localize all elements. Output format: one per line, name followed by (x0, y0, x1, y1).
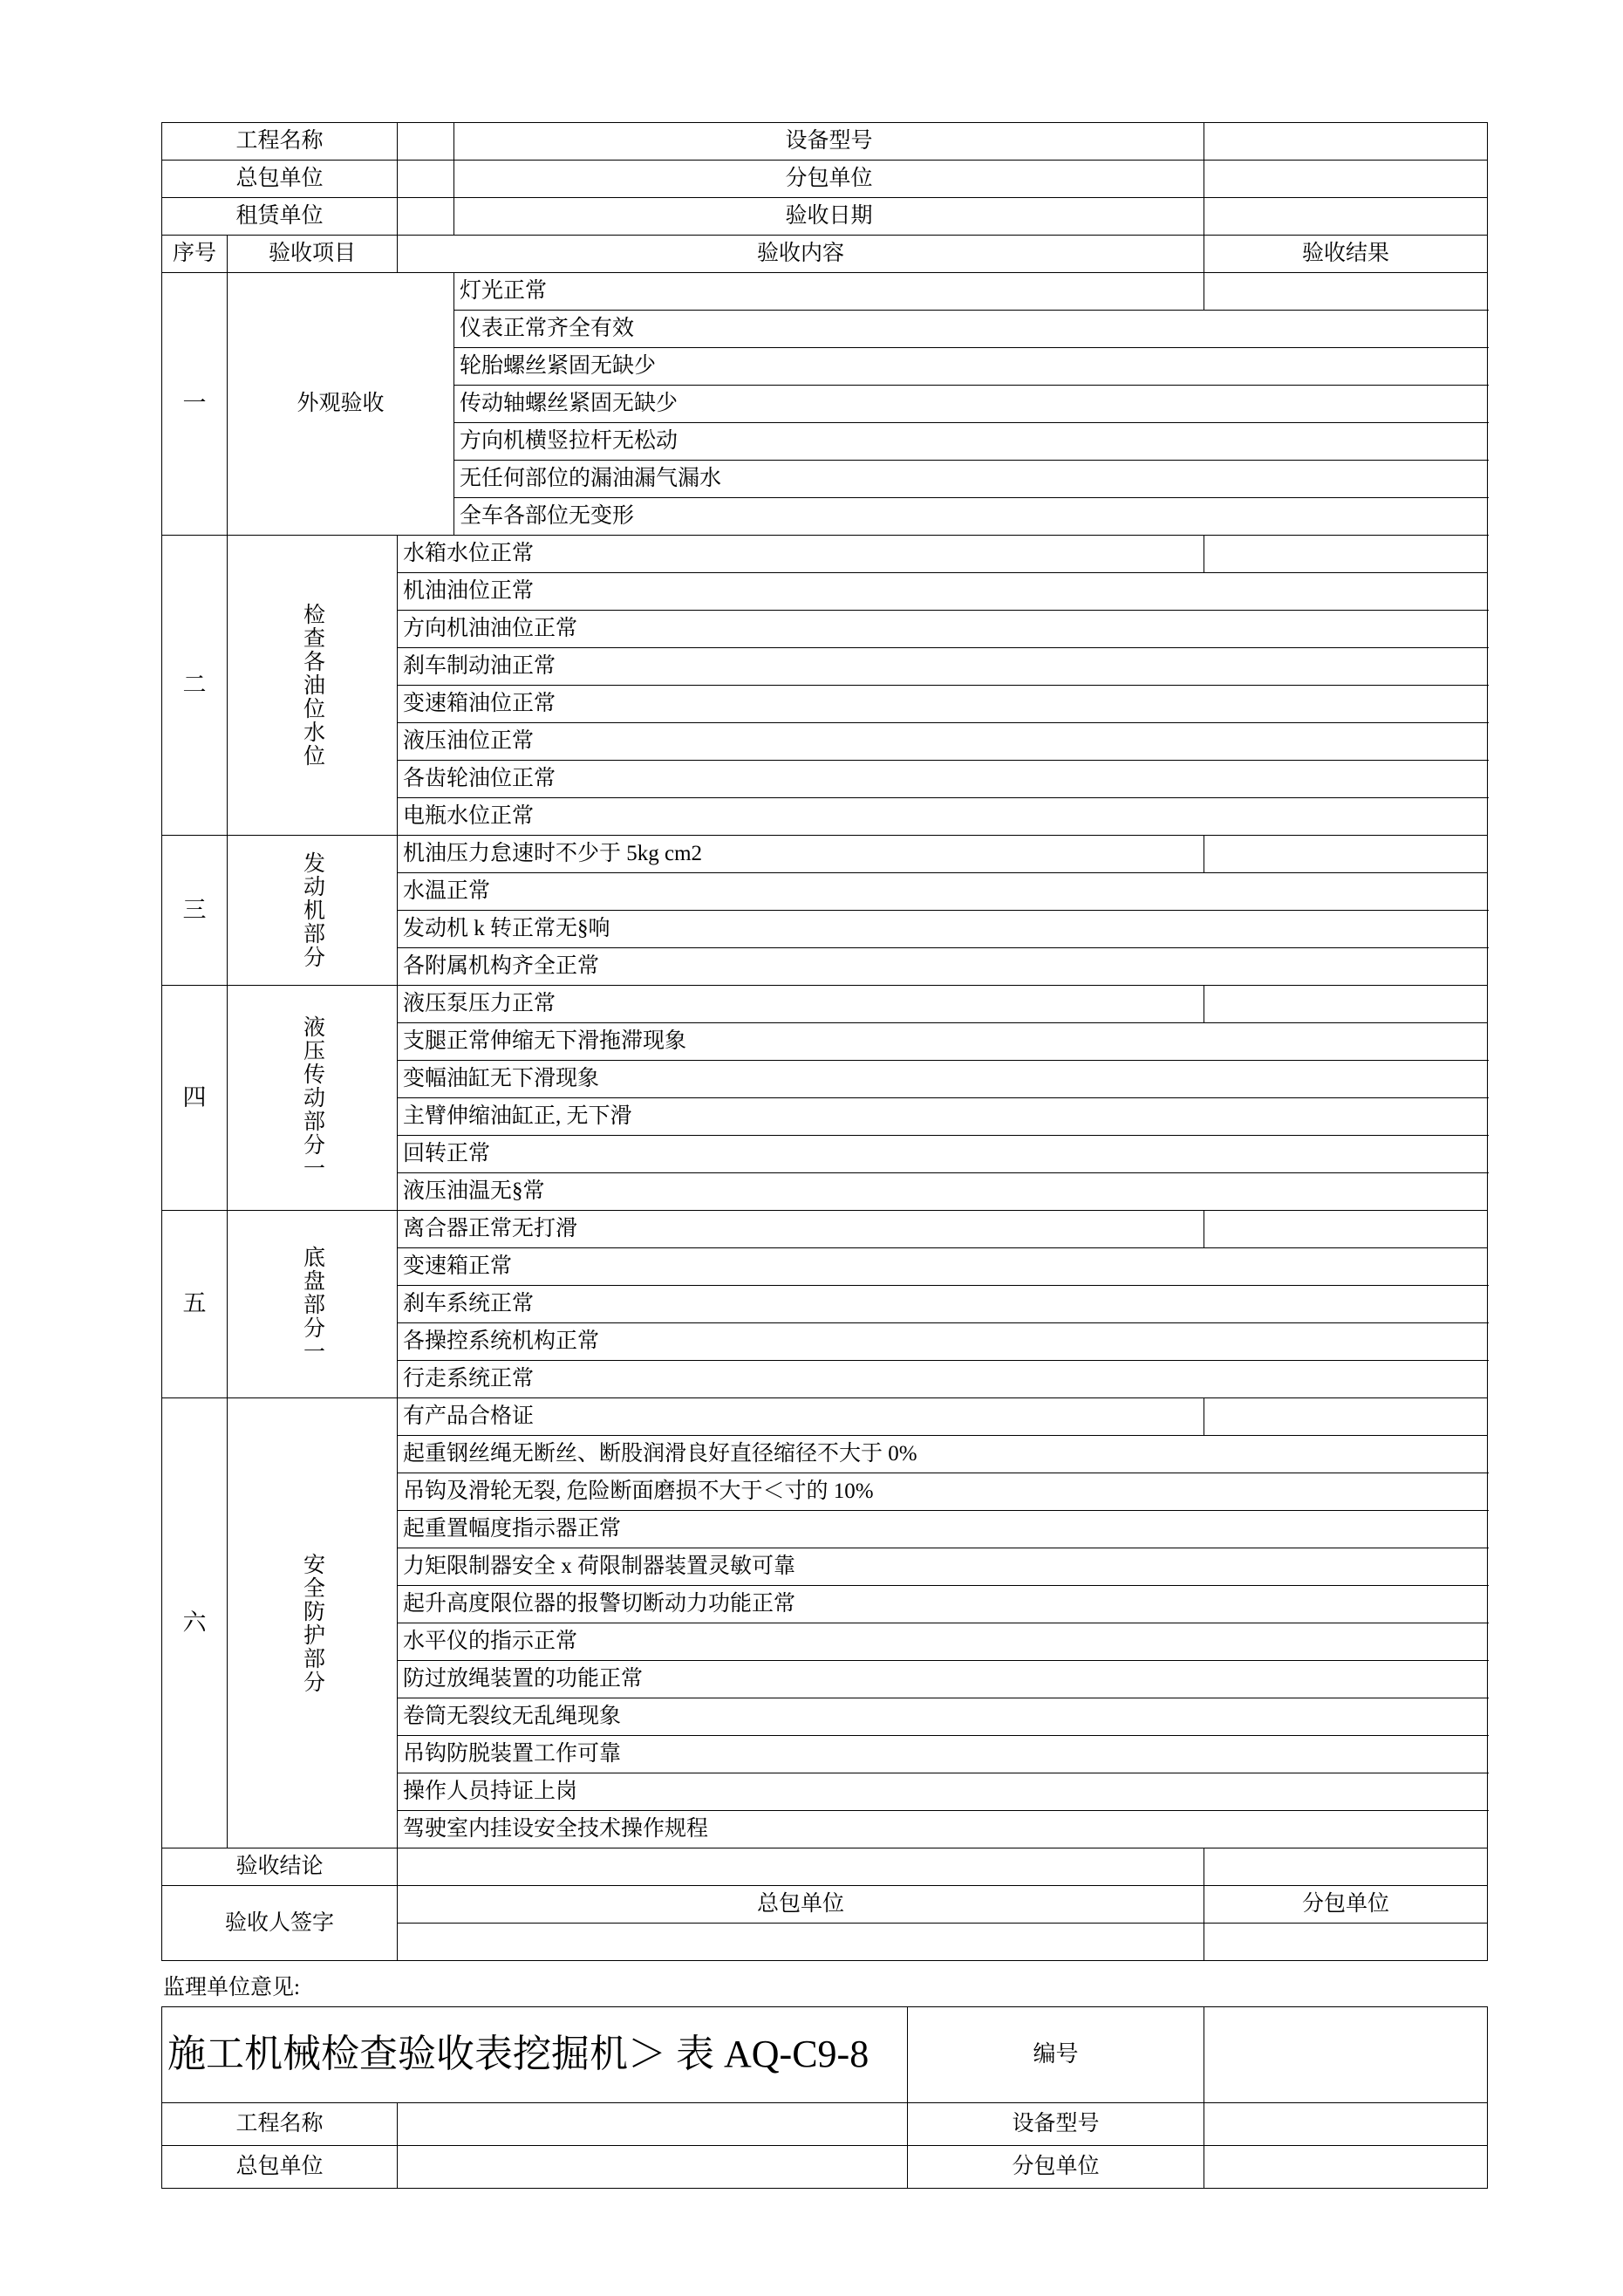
acceptance-content: 起重钢丝绳无断丝、断股润滑良好直径缩径不大于 0% (398, 1436, 1488, 1473)
acceptance-result[interactable] (1204, 1398, 1488, 1436)
acceptance-content: 液压油位正常 (398, 723, 1488, 761)
acceptance-content: 变速箱正常 (398, 1248, 1488, 1286)
signature-col-sub: 分包单位 (1204, 1886, 1488, 1924)
header-value-left[interactable] (398, 123, 454, 161)
section-name (228, 536, 398, 836)
section-name-text: 发动机部分 (300, 851, 324, 969)
acceptance-content: 仪表正常齐全有效 (454, 311, 1488, 348)
acceptance-content: 行走系统正常 (398, 1361, 1488, 1398)
section-name-text: 底盘部分一 (300, 1245, 324, 1363)
second-form-title: 施工机械检查验收表挖掘机＞ 表 AQ-C9-8 (162, 2007, 908, 2103)
acceptance-content: 液压油温无§常 (398, 1173, 1488, 1211)
section-name-text: 安全防护部分 (300, 1552, 324, 1694)
conclusion-value[interactable] (398, 1848, 1204, 1886)
section-seq: 四 (162, 986, 228, 1211)
acceptance-content: 吊钩防脱装置工作可靠 (398, 1736, 1488, 1773)
acceptance-content: 灯光正常 (454, 273, 1204, 311)
section-seq: 二 (162, 536, 228, 836)
acceptance-content: 发动机 k 转正常无§响 (398, 911, 1488, 948)
table-row-signature-header (162, 1886, 1488, 1924)
second-subcontractor-label: 分包单位 (908, 2146, 1204, 2189)
second-form-number-label: 编号 (908, 2007, 1204, 2103)
acceptance-content: 起升高度限位器的报警切断动力功能正常 (398, 1586, 1488, 1623)
acceptance-content: 水箱水位正常 (398, 536, 1204, 573)
acceptance-content: 水温正常 (398, 873, 1488, 911)
acceptance-content: 防过放绳装置的功能正常 (398, 1661, 1488, 1698)
column-header-seq: 序号 (162, 236, 228, 273)
table-row-conclusion (162, 1848, 1488, 1886)
acceptance-result[interactable] (1204, 1211, 1488, 1248)
header-value-right[interactable] (1204, 123, 1488, 161)
acceptance-content: 有产品合格证 (398, 1398, 1204, 1436)
table-row (162, 236, 1488, 273)
header-value-right[interactable] (1204, 161, 1488, 198)
section-name-text: 液压传动部分一 (300, 1015, 324, 1180)
header-label-right: 设备型号 (454, 123, 1204, 161)
conclusion-extra (1204, 1848, 1488, 1886)
section-name (228, 1398, 398, 1848)
section-name: 外观验收 (228, 273, 454, 536)
column-header-content: 验收内容 (398, 236, 1204, 273)
column-header-item: 验收项目 (228, 236, 398, 273)
acceptance-content: 方向机横竖拉杆无松动 (454, 423, 1488, 461)
section-seq: 三 (162, 836, 228, 986)
acceptance-content: 卷筒无裂纹无乱绳现象 (398, 1698, 1488, 1736)
acceptance-content: 刹车系统正常 (398, 1286, 1488, 1323)
project-name-label: 工程名称 (162, 123, 398, 161)
acceptance-content: 力矩限制器安全 x 荷限制器装置灵敏可靠 (398, 1548, 1488, 1586)
acceptance-result[interactable] (1204, 986, 1488, 1023)
acceptance-content: 全车各部位无变形 (454, 498, 1488, 536)
conclusion-label: 验收结论 (162, 1848, 398, 1886)
acceptance-content: 液压泵压力正常 (398, 986, 1204, 1023)
header-value-right[interactable] (1204, 198, 1488, 236)
second-form-number-value[interactable] (1204, 2007, 1488, 2103)
signature-label: 验收人签字 (162, 1886, 398, 1961)
second-form-table (161, 2006, 1488, 2189)
second-equipment-model-label: 设备型号 (908, 2103, 1204, 2146)
acceptance-result[interactable] (1204, 273, 1488, 311)
table-row (162, 123, 1488, 161)
acceptance-content: 变速箱油位正常 (398, 686, 1488, 723)
second-equipment-model-value[interactable] (1204, 2103, 1488, 2146)
section-name (228, 986, 398, 1211)
second-general-contractor-value[interactable] (398, 2146, 908, 2189)
section-name (228, 836, 398, 986)
acceptance-content: 离合器正常无打滑 (398, 1211, 1204, 1248)
second-project-name-label: 工程名称 (162, 2103, 398, 2146)
acceptance-content: 轮胎螺丝紧固无缺少 (454, 348, 1488, 386)
acceptance-content: 刹车制动油正常 (398, 648, 1488, 686)
second-form-row-project (162, 2103, 1488, 2146)
table-row (162, 836, 1488, 873)
acceptance-content: 电瓶水位正常 (398, 798, 1488, 836)
acceptance-content: 传动轴螺丝紧固无缺少 (454, 386, 1488, 423)
acceptance-content: 操作人员持证上岗 (398, 1773, 1488, 1811)
acceptance-content: 机油油位正常 (398, 573, 1488, 611)
acceptance-content: 无任何部位的漏油漏气漏水 (454, 461, 1488, 498)
acceptance-result[interactable] (1204, 836, 1488, 873)
acceptance-content: 吊钩及滑轮无裂, 危险断面磨损不大于＜寸的 10% (398, 1473, 1488, 1511)
acceptance-content: 起重置幅度指示器正常 (398, 1511, 1488, 1548)
header-label-right: 分包单位 (454, 161, 1204, 198)
lease-unit-label: 租赁单位 (162, 198, 398, 236)
acceptance-content: 主臂伸缩油缸正, 无下滑 (398, 1098, 1488, 1136)
section-seq: 一 (162, 273, 228, 536)
second-form-title-row (162, 2007, 1488, 2103)
acceptance-content: 机油压力怠速时不少于 5kg cm2 (398, 836, 1204, 873)
acceptance-content: 各附属机构齐全正常 (398, 948, 1488, 986)
section-seq: 六 (162, 1398, 228, 1848)
column-header-result: 验收结果 (1204, 236, 1488, 273)
signature-value-sub[interactable] (1204, 1924, 1488, 1961)
header-label-right: 验收日期 (454, 198, 1204, 236)
acceptance-form-table (161, 122, 1488, 1961)
acceptance-content: 支腿正常伸缩无下滑拖滞现象 (398, 1023, 1488, 1061)
supervision-note: 监理单位意见: (163, 1976, 300, 1999)
second-general-contractor-label: 总包单位 (162, 2146, 398, 2189)
acceptance-content: 各操控系统机构正常 (398, 1323, 1488, 1361)
table-row (162, 536, 1488, 573)
header-value-left[interactable] (398, 198, 454, 236)
section-name (228, 1211, 398, 1398)
section-name-text: 检查各油位水位 (300, 603, 324, 768)
table-row (162, 1211, 1488, 1248)
signature-col-general: 总包单位 (398, 1886, 1204, 1924)
header-value-left[interactable] (398, 161, 454, 198)
general-contractor-label: 总包单位 (162, 161, 398, 198)
acceptance-result[interactable] (1204, 536, 1488, 573)
second-form-row-contractor (162, 2146, 1488, 2189)
second-subcontractor-value[interactable] (1204, 2146, 1488, 2189)
table-row (162, 986, 1488, 1023)
second-project-name-value[interactable] (398, 2103, 908, 2146)
signature-value-general[interactable] (398, 1924, 1204, 1961)
table-row (162, 161, 1488, 198)
acceptance-content: 水平仪的指示正常 (398, 1623, 1488, 1661)
acceptance-content: 驾驶室内挂设安全技术操作规程 (398, 1811, 1488, 1848)
acceptance-content: 回转正常 (398, 1136, 1488, 1173)
acceptance-content: 方向机油油位正常 (398, 611, 1488, 648)
table-row (162, 273, 1488, 311)
acceptance-content: 变幅油缸无下滑现象 (398, 1061, 1488, 1098)
table-row (162, 198, 1488, 236)
acceptance-content: 各齿轮油位正常 (398, 761, 1488, 798)
section-seq: 五 (162, 1211, 228, 1398)
table-row (162, 1398, 1488, 1436)
